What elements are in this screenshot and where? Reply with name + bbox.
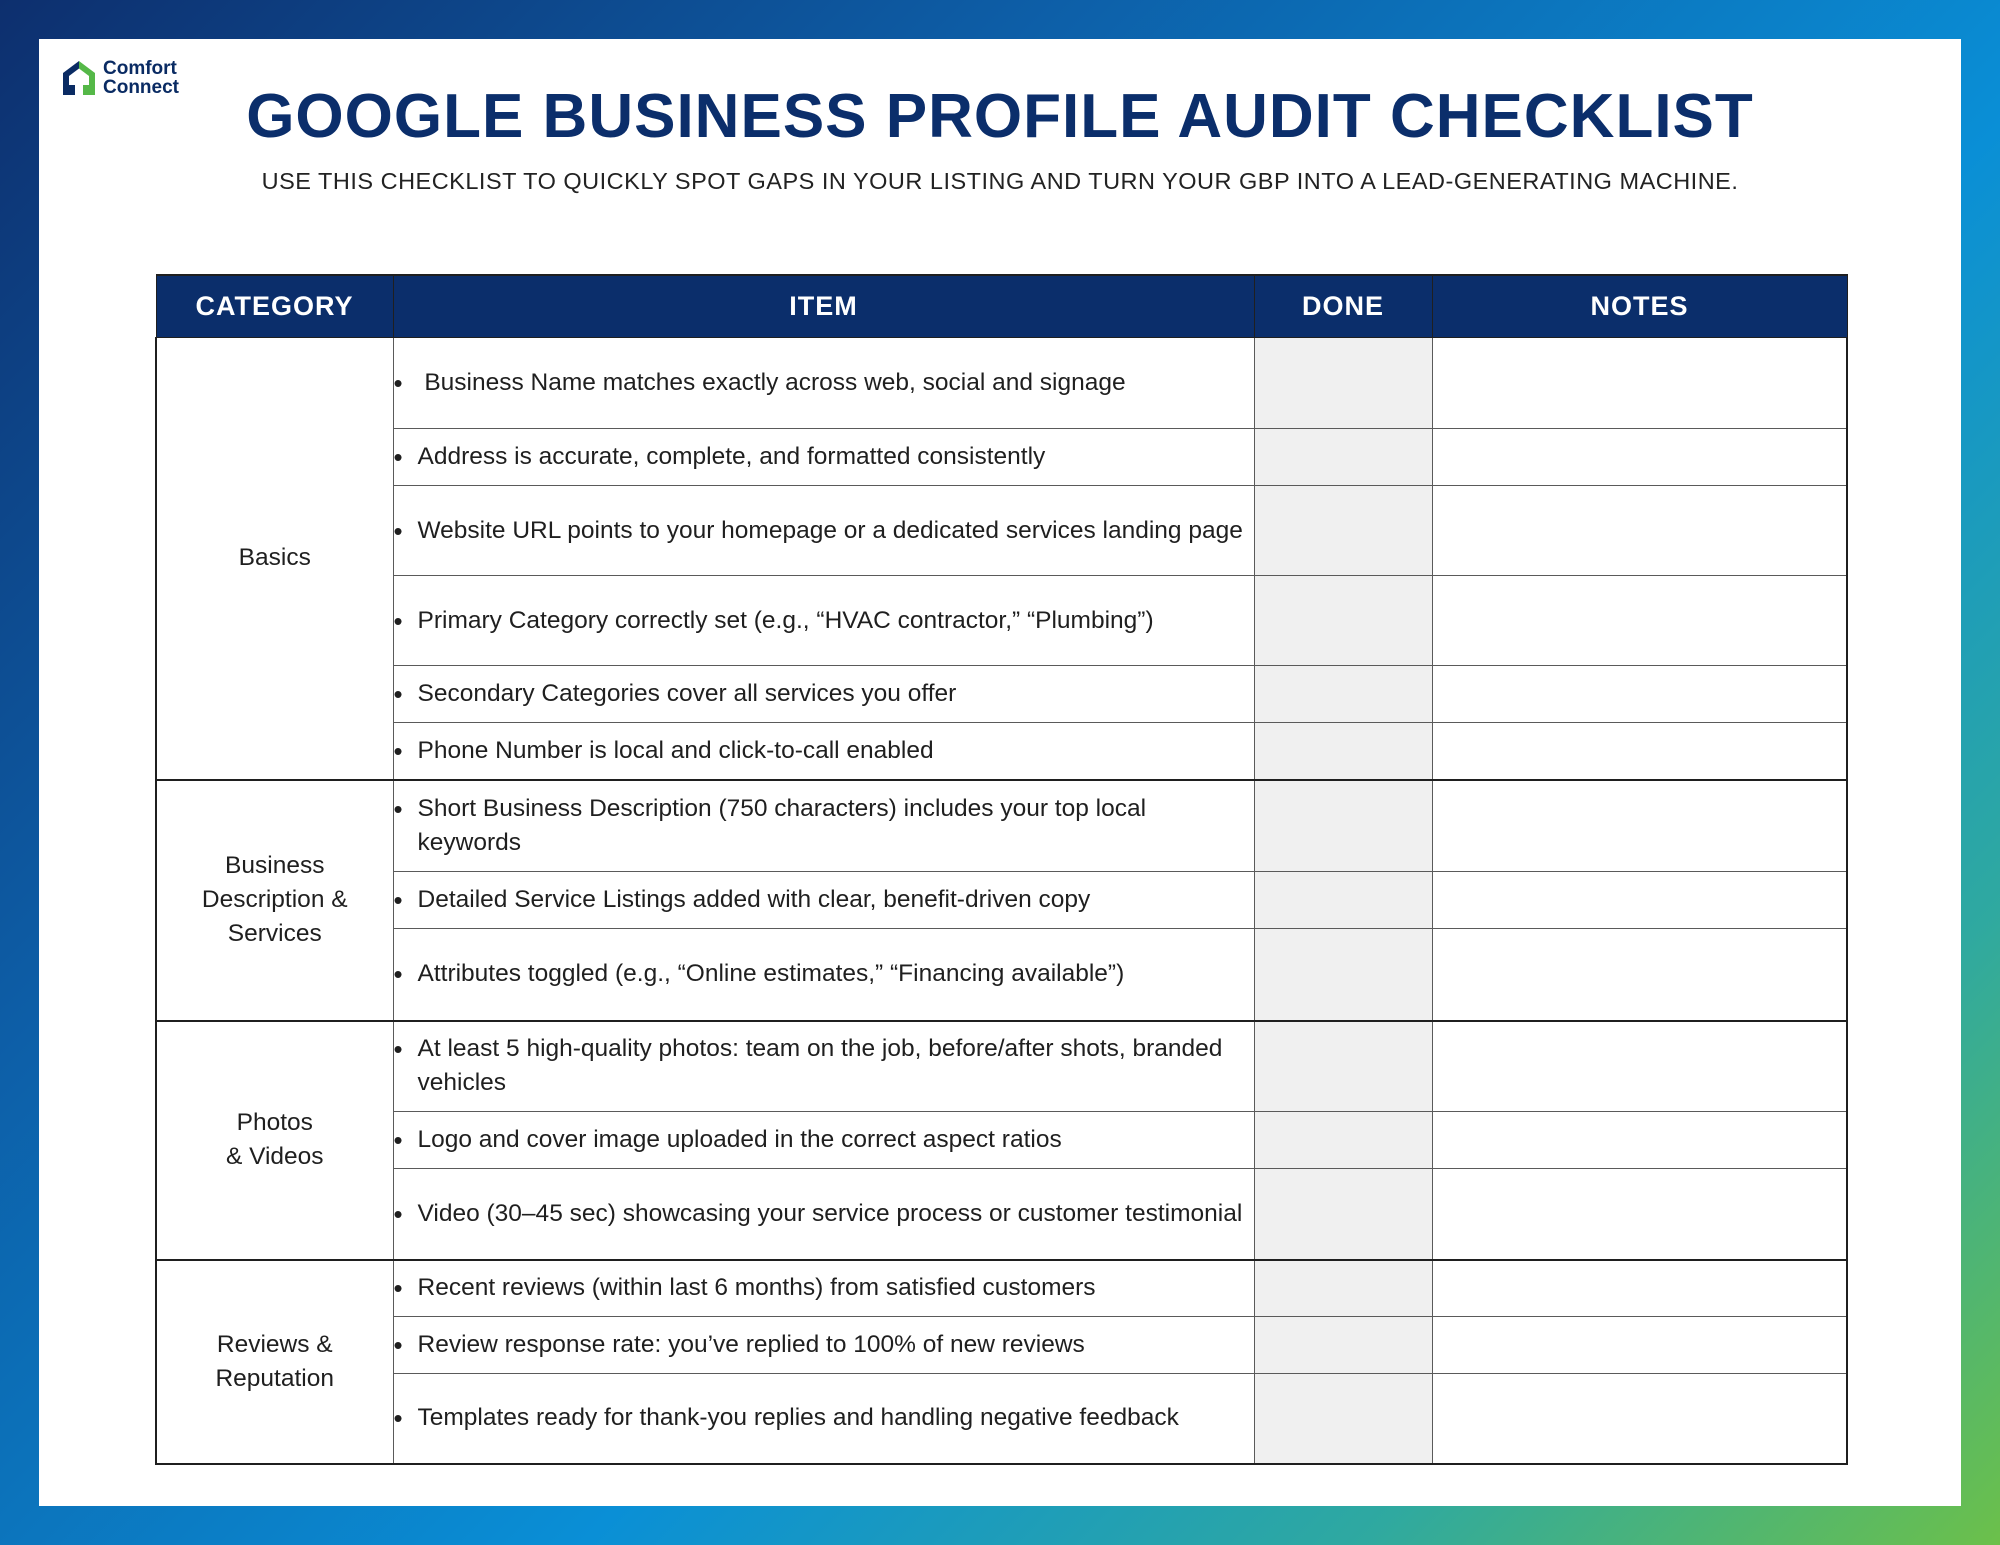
bullet-icon: • [393,515,403,546]
checklist-item [394,514,1254,548]
table-body [156,338,1847,1464]
item-text: Phone Number is local and click-to-call enabled [417,736,934,764]
notes-cell[interactable] [1432,1317,1847,1374]
checklist-item [394,677,1254,711]
bullet-icon: • [393,1034,403,1065]
bullet-icon: • [393,368,403,398]
page-subtitle: USE THIS CHECKLIST TO QUICKLY SPOT GAPS IN YOUR LISTING AND TURN YOUR GBP INTO A LEAD-GENERATING MACHINE. [261,168,1739,194]
category-label: Photos [236,1109,313,1136]
bullet-icon: • [393,793,403,824]
item-text: Short Business Description (750 characters) includes your top local keywords [417,794,1153,856]
notes-cell[interactable] [1432,1374,1847,1464]
table-row [156,666,1847,723]
item-cell [393,1260,1254,1317]
table-row [156,1260,1847,1317]
item-cell [393,486,1254,576]
brand-line-2: Connect [103,76,179,98]
bullet-icon: • [393,679,403,709]
item-cell [393,929,1254,1021]
done-checkbox-cell[interactable] [1254,576,1432,666]
bullet-icon: • [393,1273,403,1304]
table-row [156,929,1847,1021]
item-cell [393,1021,1254,1112]
checklist-item [394,792,1254,860]
checklist-item [394,604,1254,638]
bullet-icon: • [393,1403,403,1434]
checklist-item [394,957,1254,991]
checklist-item [394,1197,1254,1231]
done-checkbox-cell[interactable] [1254,1374,1432,1464]
notes-cell[interactable] [1432,929,1847,1021]
checklist-item [394,1271,1254,1305]
table-row [156,872,1847,929]
done-checkbox-cell[interactable] [1254,429,1432,486]
notes-cell[interactable] [1432,666,1847,723]
table-row [156,429,1847,486]
table-row [156,486,1847,576]
done-checkbox-cell[interactable] [1254,666,1432,723]
item-text: Primary Category correctly set (e.g., “HVAC contractor,” “Plumbing”) [417,606,1154,634]
bullet-icon: • [393,442,403,472]
done-checkbox-cell[interactable] [1254,780,1432,872]
item-text: Review response rate: you’ve replied to 100% of new reviews [417,1331,1085,1358]
column-header-item: ITEM [393,275,1254,338]
done-checkbox-cell[interactable] [1254,723,1432,780]
notes-cell[interactable] [1432,872,1847,929]
table-header-row [156,275,1847,338]
category-cell [156,338,393,780]
notes-cell[interactable] [1432,723,1847,780]
item-cell [393,872,1254,929]
notes-cell[interactable] [1432,1260,1847,1317]
bullet-icon: • [393,885,403,915]
checklist-item [394,366,1254,400]
item-cell [393,723,1254,780]
item-text: Detailed Service Listings added with clear, benefit-driven copy [417,886,1091,913]
notes-cell[interactable] [1432,486,1847,576]
done-checkbox-cell[interactable] [1254,1260,1432,1317]
item-text: Logo and cover image uploaded in the correct aspect ratios [417,1126,1062,1153]
brand-line-1: Comfort [103,57,177,79]
table-row [156,338,1847,429]
category-label: & Videos [225,1143,324,1170]
item-cell [393,780,1254,872]
category-label: Reputation [215,1364,334,1392]
checklist-item [394,1328,1254,1362]
category-label: Business [225,852,325,879]
item-cell [393,1317,1254,1374]
category-label: Basics [238,544,311,572]
table-row [156,780,1847,872]
notes-cell[interactable] [1432,1021,1847,1112]
table-row [156,1112,1847,1169]
item-text: Templates ready for thank-you replies and handling negative feedback [417,1404,1179,1432]
bullet-icon: • [393,1125,403,1155]
bullet-icon: • [393,735,403,766]
bullet-icon: • [393,1198,403,1229]
bullet-icon: • [393,959,403,990]
checklist-item [394,1032,1254,1100]
table-row [156,723,1847,780]
table-row [156,576,1847,666]
category-cell [156,1021,393,1260]
checklist-item [394,1401,1254,1435]
checklist-item [394,1123,1254,1157]
table-row [156,1169,1847,1260]
notes-cell[interactable] [1432,576,1847,666]
item-text: Video (30–45 sec) showcasing your service process or customer testimonial [417,1199,1243,1227]
category-label: Description & [201,886,348,913]
notes-cell[interactable] [1432,338,1847,429]
item-text: At least 5 high-quality photos: team on the job, before/after shots, branded vehicles [417,1035,1230,1097]
item-cell [393,666,1254,723]
notes-cell[interactable] [1432,1112,1847,1169]
bullet-icon: • [393,1330,403,1360]
table-row [156,1021,1847,1112]
table-row [156,1317,1847,1374]
item-cell [393,1112,1254,1169]
notes-cell[interactable] [1432,1169,1847,1260]
bullet-icon: • [393,605,403,636]
done-checkbox-cell[interactable] [1254,486,1432,576]
item-cell [393,576,1254,666]
item-cell [393,1169,1254,1260]
done-checkbox-cell[interactable] [1254,1021,1432,1112]
column-header-notes: NOTES [1432,275,1847,338]
notes-cell[interactable] [1432,780,1847,872]
category-cell [156,1260,393,1464]
column-header-category: CATEGORY [156,275,393,338]
done-checkbox-cell[interactable] [1254,1317,1432,1374]
done-checkbox-cell[interactable] [1254,1112,1432,1169]
item-cell [393,1374,1254,1464]
item-cell [393,338,1254,429]
checklist-item [394,734,1254,768]
done-checkbox-cell[interactable] [1254,872,1432,929]
item-text: Recent reviews (within last 6 months) from satisfied customers [417,1274,1096,1302]
item-text: Website URL points to your homepage or a dedicated services landing page [417,516,1243,544]
category-label: Services [227,920,322,947]
audit-checklist-table [155,274,1848,1465]
done-checkbox-cell[interactable] [1254,338,1432,429]
page-title: GOOGLE BUSINESS PROFILE AUDIT CHECKLIST [246,82,1754,151]
item-text: Address is accurate, complete, and formatted consistently [417,443,1046,470]
item-cell [393,429,1254,486]
column-header-done: DONE [1254,275,1432,338]
checklist-item [394,440,1254,474]
item-text: Business Name matches exactly across web, social and signage [417,369,1126,396]
checklist-item [394,883,1254,917]
category-cell [156,780,393,1021]
category-label: Reviews & [216,1330,333,1358]
table-row [156,1374,1847,1464]
item-text: Attributes toggled (e.g., “Online estimates,” “Financing available”) [417,960,1125,988]
done-checkbox-cell[interactable] [1254,1169,1432,1260]
item-text: Secondary Categories cover all services you offer [417,680,957,707]
done-checkbox-cell[interactable] [1254,929,1432,1021]
notes-cell[interactable] [1432,429,1847,486]
